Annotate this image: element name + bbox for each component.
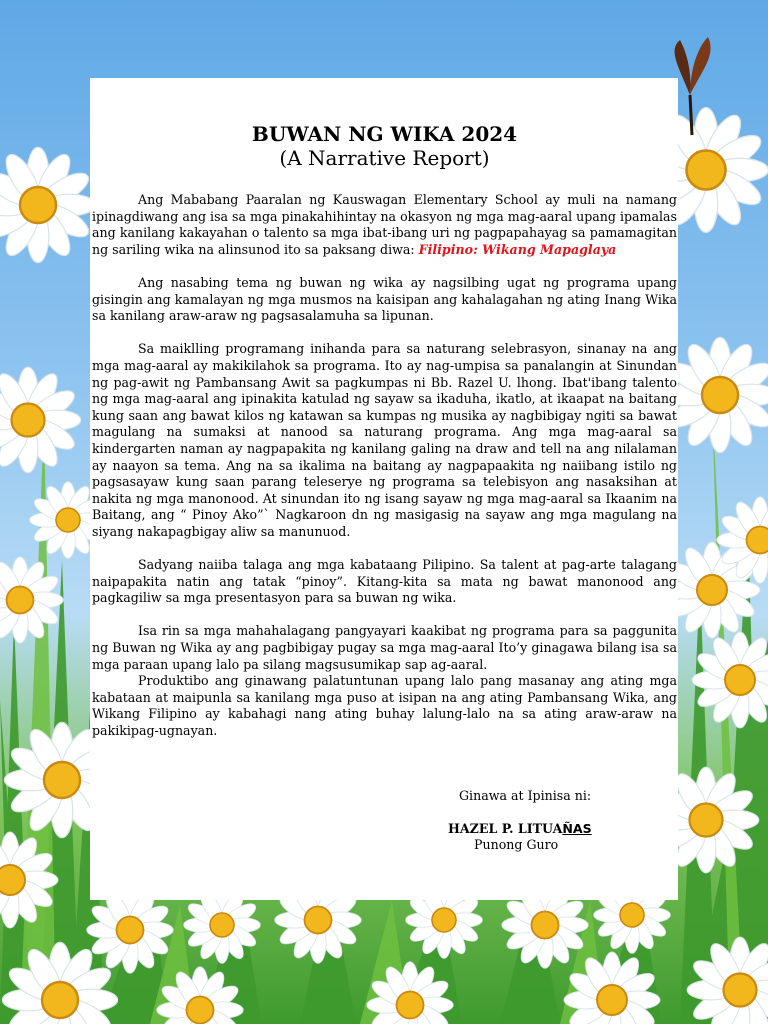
document-page xyxy=(90,78,678,900)
author-name-tail: ÑAS xyxy=(562,821,592,836)
paragraph-4: Sadyang naiiba talaga ang mga kabataang Pilipino. Sa talent at pag-arte talagang naipapakita natin ang tatak “pinoy”. Kitang-kita sa mata ng bawat manonood ang pagkagiliw sa mga presentasyon para sa buwan ng wika. xyxy=(92,557,677,606)
paragraph-1-text: Ang Mababang Paaralan ng Kauswagan Elementary School ay muli na namang ipinagdiwang ang isa sa mga pinakahihintay na okasyon ng mga mag-aaral upang ipamalas ang kanilang kakayahan o talento sa mga ibat-ibang uri ng pagpapahayag sa pamamagitan ng sariling wika na alinsunod ito sa paksang diwa: xyxy=(92,192,678,257)
author-role: Punong Guro xyxy=(474,837,559,852)
page-subtitle: (A Narrative Report) xyxy=(279,146,490,170)
signature-label: Ginawa at Ipinisa ni: xyxy=(459,788,592,803)
author-name xyxy=(448,821,592,836)
report-body xyxy=(92,192,677,740)
paragraph-1 xyxy=(92,192,677,258)
paragraph-3: Sa maiklling programang inihanda para sa naturang selebrasyon, sinanay na ang mga mag-aaral ay makikilahok sa programa. Ito ay nag-umpisa sa panalangin at Sinundan ng pag-awit ng Pambansang Awit sa pagkumpas ni Bb. Razel U. lhong. Ibat'ibang talento ng mga mag-aaral ang ipinakita katulad ng sayaw sa ikaduha, ikatlo, at ikaapat na baitang kung saan ang bawat kilos ng katawan sa kumpas ng musika ay nagbibigay ngiti sa bawat magulang na sumaksi at nanood sa naturang programa. Ang mga mag-aaral sa kindergarten naman ay nagpapakita ng kanilang galing na draw and tell na ang nilalaman ay naayon sa tema. Ang na sa ikalima na baitang ay nagpapaakita ng naiibang istilo ng pagsasayaw kung saan parang teleserye ng programa sa telebisyon ang nasaksihan at nakita ng mga manonood. At sinundan ito ng isang sayaw ng mga mag-aaral sa Ikaanim na Baitang, ang “ Pinoy Ako”` Nagkaroon dn ng masigasig na sayaw ang mga magulang na siyang nakapagbigay aliw sa manunuod. xyxy=(92,341,677,539)
paragraph-6: Produktibo ang ginawang palatuntunan upang lalo pang masanay ang ating mga kabataan at maipunla sa kanilang mga puso at isipan na ang ating Pambansang Wika, ang Wikang Filipino ay kabahagi nang ating buhay lalung-lalo na sa ating araw-araw na pakikipag-ugnayan. xyxy=(92,673,677,738)
author-name-main: HAZEL P. LITUA xyxy=(448,821,563,836)
paragraph-2: Ang nasabing tema ng buwan ng wika ay nagsilbing ugat ng programa upang gisingin ang kamalayan ng mga musmos na kaisipan ang kahalagahan ng ating Inang Wika sa kanilang araw-araw ng pagsasalamuha sa lipunan. xyxy=(92,274,677,324)
page-title: BUWAN NG WIKA 2024 xyxy=(251,122,518,146)
paragraph-5: Isa rin sa mga mahahalagang pangyayari kaakibat ng programa para sa paggunita ng Buwan ng Wika ay ang pagbibigay pugay sa mga mag-aaral Ito’y ginagawa bilang isa sa mga paraan upang lalo pa silang magsusumikap sap ag-aaral. xyxy=(92,623,677,672)
theme-text: Filipino: Wikang Mapaglaya xyxy=(418,241,617,257)
